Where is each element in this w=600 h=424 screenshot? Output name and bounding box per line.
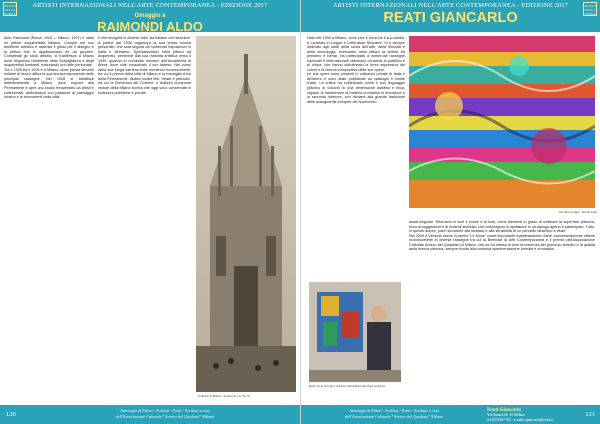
left-page-number: 120 bbox=[6, 411, 16, 418]
left-artist-title: RAIMONDI ALDO bbox=[97, 19, 203, 34]
logo-line: NELLA bbox=[584, 8, 596, 13]
left-header-line: ARTISTI INTERNAZIONALI NELL'ARTE CONTEMPORANEA - EDIZIONE 2017 bbox=[32, 2, 268, 9]
left-photo-caption: Il Duomo di Milano - Acquerello, cm 50x 70 bbox=[198, 394, 250, 398]
duomo-painting-photo bbox=[196, 36, 296, 392]
right-artist-title: REATI GIANCARLO bbox=[383, 10, 518, 26]
left-footer bbox=[0, 405, 300, 424]
paragraph: Nel 2009 a Venezia riceve il premio "Le Muse" come importante manifestazione d'arte; successivamente ottiene riconoscimenti in diverse rassegne tra cui la Biennale di Arte Contemporanea e il premio dell'Associazione Culturale Arezzo del Quadrato di Milano, che ne ha messo in luce la coerenza del percorso artistico e la qualità della ricerca pittorica, sempre rivolta alla continua sperimentazione formale e cromatica. bbox=[409, 233, 595, 252]
right-text-column-2 bbox=[409, 220, 595, 252]
right-header-band bbox=[301, 0, 600, 32]
paragraph: e che svolgerà in diverse città, sia italiane che straniere. A partire dal 1930 organizza la sua prima mostra personale, che sarà seguita da numerose esposizioni in Italia e all'estero. Specializzatosi nella pittura ad acquerello, pervenne alla sua maturità artistica verso il 1939, quando fu nominato membro dell'Accademia di Brera, dove vide consacrato il suo talento. Nel corso della sua lunga carriera ebbe numerosi riconoscimenti, tra cui il premio della città di Milano e la medaglia d'oro della Permanente. Illustrò inoltre libri, riviste e periodici, tra cui la Domenica del Corriere, e realizzò numerose vedute della Milano storica che oggi sono conservate in collezioni pubbliche e private. bbox=[98, 36, 191, 95]
logo-line: STORIA bbox=[4, 12, 16, 17]
logo-line: NELLA bbox=[4, 8, 16, 13]
contact-address: Via Bonacchi, 16 Milano bbox=[487, 413, 526, 418]
homage-label: Omaggio a bbox=[134, 13, 166, 19]
right-header-line: ARTISTI INTERNAZIONALI NELL'ARTE CONTEMPORANEA - EDIZIONE 2017 bbox=[332, 2, 569, 9]
right-page-number: 121 bbox=[585, 411, 595, 418]
right-footer bbox=[301, 405, 600, 424]
colorful-textile-artwork bbox=[409, 36, 595, 208]
right-footer-text bbox=[305, 408, 483, 419]
footer-line: dell'Associazione Culturale "Arezzo del Quadrato" Milano bbox=[344, 413, 444, 419]
paragraph: assai singolari. Ritornano in luce il colore e la luce, come elementi in grado di vivificare la superficie pittorica, ricca di suggestioni e di rimandi simbolici che coinvolgono lo spettatore in un dialogo aperto e partecipato. Tutto, in questo autore, pare ricondurre alla fantasia e alla sensibilità di un pennello dinamico e vitale. bbox=[409, 220, 595, 234]
logo-line: STORIA bbox=[584, 12, 596, 17]
artist-with-artwork-photo bbox=[309, 282, 401, 382]
contact-block bbox=[487, 408, 553, 422]
footer-line: dell'Associazione Culturale "Arezzo del Quadrato" Milano bbox=[115, 413, 215, 419]
paragraph: Nato nel 1938 a Milano, dove vive e dove ha il suo studio, è Laureato in Lingue e Letterature Straniere. Si è sempre dedicato agli studi della storia dell'arte, della filosofia e della simbologia, ricercando nella pittura la sintesi tra pensiero e forma. Ha partecipato a numerose rassegne nazionali e internazionali ottenendo consensi di pubblico e di critica, che hanno sottolineato la forza espressiva del colore e la ricerca compositiva delle sue opere. bbox=[307, 36, 405, 72]
logo-line: ARTISTI bbox=[584, 4, 597, 8]
paragraph: Tra il 1925 ed il 1926 è a Milano, dove presta servizio militare di leva e affina la sua tecnica esponendo nelle principali rassegne. Nel 1928 si stabilisce definitivamente a Milano, dove espone alla Permanente e apre uno studio frequentato da artisti e collezionisti, dedicandosi con passione al paesaggio urbano e ai monumenti della città. bbox=[4, 67, 94, 100]
paragraph: Aldo Raimondi (Roma, 1902 – Milano, 1997) è stato un pittore acquerellista italiano. Compie nel suo ambiente artistico e assimila il gusto per il disegno e la pittura che lo appassionano fin da giovane. Completati gli studi artistici, si trasferisce a Milano dove frequenta l'ambiente della Scapigliatura e degli acquerellisti lombardi, maturando uno stile personale. bbox=[4, 36, 94, 68]
left-footer-text bbox=[40, 408, 290, 419]
paragraph: Le sue opere sono presenti in collezioni private in Italia e all'estero e sono state pubblicate su cataloghi e riviste d'arte. La critica ha evidenziato come il suo linguaggio pittorico si collochi in una dimensione astratta e lirica, capace di trasformare la materia cromatica in emozione e in racconto interiore, con richiami alla grande tradizione delle avanguardie europee del Novecento. bbox=[307, 72, 405, 104]
logo-line: ARTISTI bbox=[4, 4, 17, 8]
left-text-column-2 bbox=[98, 36, 191, 95]
right-text-column-1 bbox=[307, 36, 405, 104]
textile-photo-caption: Nel sito a gruppo - Tessuto misto bbox=[558, 210, 597, 214]
left-text-column-1 bbox=[4, 36, 94, 100]
footer-line: Antologia di Pittori - Scultori - Poeti - Scrittori a cura bbox=[349, 408, 439, 413]
left-header-band bbox=[0, 0, 300, 32]
contact-phone-email: tel.0270167702 - e-mail: giancarlo@reati.it bbox=[487, 417, 554, 422]
footer-line: Antologia di Pittori - Scultori - Poeti - Scrittori a cura bbox=[120, 408, 210, 413]
contact-name: Reati Giancarlo bbox=[487, 408, 522, 413]
artist-photo-caption: Reati con la sua opera vincitrice dell'Ambasciata d'Arte di Arezzo bbox=[309, 384, 386, 388]
right-page bbox=[301, 0, 600, 424]
